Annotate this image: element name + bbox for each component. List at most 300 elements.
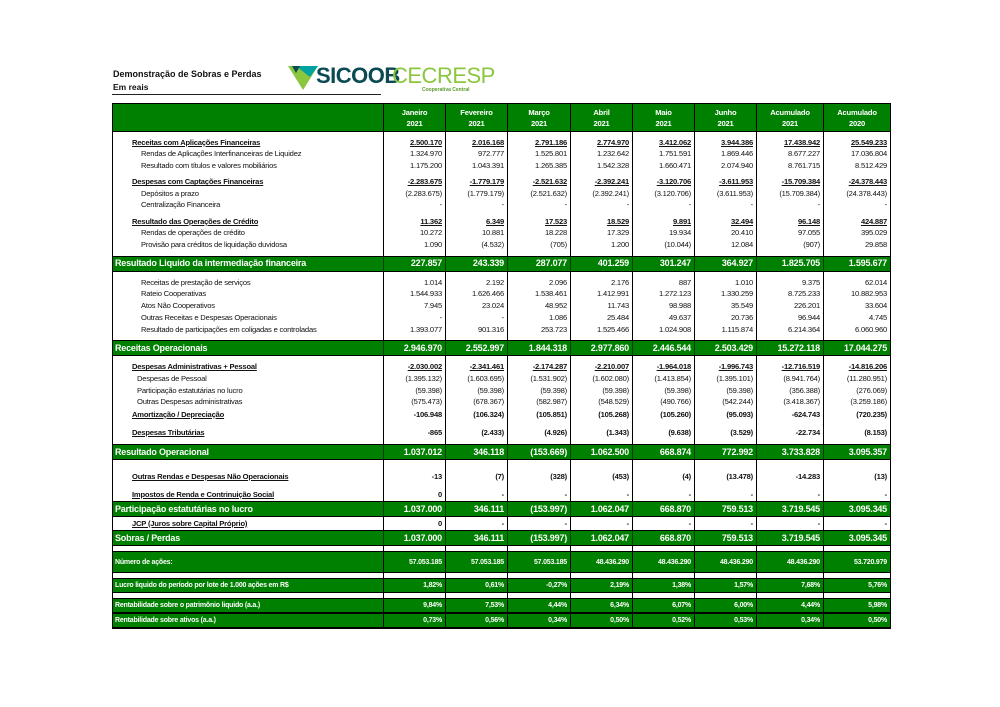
value-cell [694,614,756,627]
column-header [756,104,823,131]
value-cell [507,531,570,545]
value-cell [570,216,632,228]
row-label: Receitas com Aplicações Financeiras [132,137,261,147]
value-cell [570,277,632,289]
value-cell [632,324,694,336]
row-label: Depósitos a prazo [141,188,199,198]
value-cell [507,149,570,161]
cell-value: 1.825.705 [781,258,820,268]
cell-value: 346.118 [473,446,504,457]
cell-value: (1.602.080) [592,374,629,384]
cell-value: 3.944.386 [721,137,753,147]
value-cell [756,546,823,551]
table-row [113,324,890,336]
value-cell [445,200,507,212]
total-row [113,340,890,356]
row-label: Receitas Operacionais [115,342,208,353]
value-cell [570,445,632,459]
value-cell [383,200,445,212]
cell-value: 2.096 [548,277,567,287]
value-cell [823,137,890,149]
value-cell [823,300,890,312]
cell-value: -2.283.675 [407,177,442,187]
value-cell [445,335,507,340]
cell-value: 1,82% [423,582,442,590]
value-cell [632,445,694,459]
value-cell [570,324,632,336]
cell-value: 1.525.801 [535,149,567,159]
value-cell [445,439,507,444]
cell-value: 0,53% [734,617,753,625]
value-cell [694,373,756,385]
column-header [632,104,694,131]
value-cell [694,324,756,336]
value-cell [632,137,694,149]
cell-value: 20.410 [730,228,753,238]
value-cell [756,502,823,516]
value-cell [570,396,632,408]
cell-value: (3.418.367) [783,397,820,407]
value-cell [823,426,890,439]
cell-value: 35.549 [730,301,753,311]
value-cell [632,335,694,340]
value-cell [823,257,890,271]
value-cell [823,579,890,592]
cell-value: (3.611.953) [716,188,753,198]
row-label: Rendas de operações de crédito [141,228,245,238]
cell-value: - [688,200,691,210]
column-month: Abril [593,107,610,117]
cell-value: (678.367) [473,397,504,407]
cell-value: 0 [437,489,442,499]
cell-value: (4.532) [481,239,504,249]
value-cell [756,470,823,483]
cell-value: 10.882.953 [850,289,887,299]
value-cell [507,488,570,501]
cell-value: (1.343) [606,427,629,437]
value-cell [445,470,507,483]
cell-value: 1.751.591 [659,149,691,159]
value-cell [507,502,570,516]
cell-value: 49.637 [668,312,691,322]
cell-value: - [750,518,753,528]
row-label [113,251,383,256]
cell-value: 6.214.364 [788,324,820,334]
cell-value: 1.660.471 [659,160,691,170]
value-cell [632,470,694,483]
value-cell [507,614,570,627]
cell-value: -865 [427,427,442,437]
cell-value: 1.115.874 [721,324,753,334]
value-cell [823,488,890,501]
table-row [113,517,890,530]
spacer-row [113,335,890,340]
value-cell [507,188,570,200]
cell-value: 668.874 [659,446,691,457]
value-cell [570,488,632,501]
value-cell [823,341,890,355]
row-label [113,573,383,578]
value-cell [570,517,632,530]
value-cell [445,312,507,324]
cell-value: -0,27% [546,582,567,590]
cell-value: (2.521.632) [530,188,567,198]
value-cell [756,177,823,189]
cell-value: 668.870 [659,503,691,514]
column-year: 2021 [530,118,548,128]
cell-value: 901.316 [477,324,504,334]
value-cell [694,200,756,212]
value-cell [632,149,694,161]
cell-value: -14.816.206 [848,362,887,372]
value-cell [445,257,507,271]
cell-value: - [817,518,820,528]
cell-value: 9,84% [423,602,442,610]
cell-value: 2.446.544 [652,342,691,353]
cell-value: 9.891 [672,216,691,226]
cell-value: 1.525.466 [597,324,629,334]
logo-triangle-icon [288,64,318,92]
cell-value: 1.265.385 [535,160,567,170]
cell-value: 48.436.290 [657,558,691,566]
header-label-cell [113,104,383,131]
cell-value: (4) [682,471,691,481]
value-cell [507,546,570,551]
value-cell [445,546,507,551]
cell-value: 0,56% [485,617,504,625]
value-cell [823,573,890,578]
cell-value: 3.733.828 [781,446,820,457]
cell-value: (356.388) [789,385,820,395]
cell-value: - [439,312,442,322]
cell-value: -1.779.179 [469,177,504,187]
column-month: Acumulado [770,107,810,117]
value-cell [823,396,890,408]
cell-value: 1.272.123 [659,289,691,299]
value-cell [823,546,890,551]
value-cell [756,396,823,408]
value-cell [632,439,694,444]
value-cell [823,470,890,483]
cell-value: 1.393.077 [410,324,442,334]
value-cell [570,599,632,612]
cell-value: 1.412.991 [597,289,629,299]
value-cell [570,502,632,516]
cell-value: 48.952 [544,301,567,311]
logo-brand-light: CECRESP [392,63,495,88]
cell-value: (1.531.902) [530,374,567,384]
cell-value: 1.037.012 [403,446,442,457]
cell-value: 8.677.227 [788,149,820,159]
value-cell [383,385,445,397]
value-cell [445,277,507,289]
value-cell [632,200,694,212]
cell-value: 1.010 [734,277,753,287]
cell-value: 2.946.970 [403,342,442,353]
cell-value: 759.513 [721,532,753,543]
cell-value: 17.044.275 [843,342,887,353]
cell-value: 57.053.185 [470,558,504,566]
value-cell [383,426,445,439]
value-cell [445,373,507,385]
cell-value: 17.523 [544,216,567,226]
value-cell [694,228,756,240]
row-label: Rateio Cooperativas [141,289,207,299]
cell-value: 6,00% [734,602,753,610]
cell-value: 1.062.047 [590,503,629,514]
value-cell [823,324,890,336]
value-cell [694,426,756,439]
cell-value: (8.941.764) [783,374,820,384]
value-cell [507,216,570,228]
cell-value: 11.362 [420,216,442,226]
row-label [113,593,383,598]
cell-value: -1.964.018 [656,362,691,372]
value-cell [507,137,570,149]
cell-value: (1.395.101) [716,374,753,384]
cell-value: 6.060.960 [855,324,887,334]
table-row [113,200,890,212]
value-cell [632,300,694,312]
value-cell [823,385,890,397]
value-cell [383,546,445,551]
value-cell [823,149,890,161]
cell-value: -14.283 [795,471,820,481]
row-label: Resultado de participações em coligadas e controladas [141,324,317,334]
value-cell [823,517,890,530]
cell-value: (10.044) [664,239,691,249]
total-row [113,598,890,613]
spacer-row [113,251,890,256]
value-cell [694,517,756,530]
table-row [113,177,890,189]
value-cell [383,579,445,592]
value-cell [570,335,632,340]
value-cell [756,257,823,271]
column-month: Fevereiro [460,107,493,117]
value-cell [570,593,632,598]
cell-value: 29.858 [864,239,887,249]
table-row [113,470,890,483]
column-year: 2021 [655,118,672,128]
cell-value: (105.260) [660,409,691,419]
value-cell [694,488,756,501]
value-cell [445,216,507,228]
value-cell [632,426,694,439]
cell-value: 3.412.062 [659,137,691,147]
value-cell [383,160,445,172]
table-row [113,216,890,228]
cell-value: 3.719.545 [781,503,820,514]
cell-value: - [750,200,753,210]
cell-value: (105.268) [598,409,629,419]
value-cell [823,239,890,251]
cell-value: 11.743 [607,301,629,311]
cell-value: 1.024.908 [659,324,691,334]
cell-value: (153.997) [530,532,567,543]
cell-value: 8.512.429 [855,160,887,170]
cell-value: 2.176 [610,277,629,287]
value-cell [694,531,756,545]
column-year: 2021 [406,118,423,128]
cell-value: - [817,489,820,499]
value-cell [507,277,570,289]
cell-value: (1.779.179) [467,188,504,198]
value-cell [445,579,507,592]
value-cell [756,300,823,312]
value-cell [694,288,756,300]
value-cell [694,573,756,578]
cell-value: 96.148 [797,216,820,226]
value-cell [383,324,445,336]
value-cell [383,373,445,385]
value-cell [694,277,756,289]
cell-value: 97.055 [797,228,820,238]
value-cell [507,341,570,355]
cell-value: 6,07% [672,602,691,610]
cell-value: 2.977.860 [590,342,629,353]
column-header [445,104,507,131]
cell-value: (7) [495,471,504,481]
cell-value: -2.341.461 [469,362,504,372]
cell-value: 5,98% [868,602,887,610]
cell-value: 424.887 [860,216,887,226]
value-cell [570,177,632,189]
table-row [113,160,890,172]
value-cell [445,531,507,545]
value-cell [756,288,823,300]
value-cell [445,324,507,336]
value-cell [383,188,445,200]
cell-value: - [884,489,887,499]
value-cell [570,188,632,200]
cell-value: 62.014 [864,277,887,287]
value-cell [383,361,445,373]
row-label: Receitas de prestação de serviços [141,277,251,287]
currency-unit: Em reais [113,82,149,92]
row-label: Rentabilidade sobre o patrimônio liquido (a.a.) [115,602,261,610]
value-cell [445,300,507,312]
value-cell [383,470,445,483]
cell-value: 346.111 [473,532,504,543]
cell-value: -12.716.519 [781,362,820,372]
value-cell [570,312,632,324]
value-cell [823,228,890,240]
cell-value: -2.521.632 [532,177,567,187]
value-cell [507,160,570,172]
value-cell [383,300,445,312]
column-year: 2021 [468,118,485,128]
cell-value: 2.500.170 [410,137,442,147]
value-cell [756,531,823,545]
cell-value: (1.413.854) [654,374,691,384]
value-cell [632,517,694,530]
value-cell [823,599,890,612]
cell-value: 0,50% [868,617,887,625]
cell-value: 1.538.461 [535,289,567,299]
table-row [113,188,890,200]
value-cell [570,251,632,256]
cell-value: (8.153) [864,427,887,437]
table-row [113,408,890,421]
value-cell [823,277,890,289]
value-cell [570,439,632,444]
value-cell [632,385,694,397]
column-year: 2021 [781,118,799,128]
value-cell [383,149,445,161]
value-cell [507,408,570,421]
cell-value: 0,61% [485,582,504,590]
value-cell [694,160,756,172]
cell-value: 772.992 [721,446,753,457]
cell-value: 0,34% [801,617,820,625]
cell-value: (542.244) [722,397,753,407]
cell-value: 401.259 [597,258,629,268]
value-cell [632,552,694,572]
cell-value: -15.709.384 [781,177,820,187]
value-cell [756,188,823,200]
value-cell [632,546,694,551]
cell-value: 57.053.185 [533,558,567,566]
value-cell [445,488,507,501]
cell-value: 4.745 [868,312,887,322]
cell-value: 0,50% [610,617,629,625]
cell-value: 98.988 [668,301,691,311]
cell-value: 243.339 [472,258,504,268]
value-cell [507,228,570,240]
cell-value: 287.077 [535,258,567,268]
value-cell [445,426,507,439]
value-cell [756,228,823,240]
column-year: 2021 [717,118,734,128]
cell-value: 1.232.642 [597,149,629,159]
table-row [113,288,890,300]
value-cell [632,531,694,545]
row-label: Centralização Financeira [141,200,221,210]
column-month: Acumulado [837,107,877,117]
value-cell [445,552,507,572]
value-cell [632,573,694,578]
table-row [113,396,890,408]
cell-value: - [501,200,504,210]
value-cell [383,137,445,149]
value-cell [694,599,756,612]
value-cell [445,137,507,149]
value-cell [445,239,507,251]
value-cell [507,439,570,444]
value-cell [445,228,507,240]
cell-value: 301.247 [659,258,691,268]
value-cell [507,257,570,271]
value-cell [507,335,570,340]
cell-value: 0,34% [548,617,567,625]
cell-value: 8.725.233 [788,289,820,299]
row-label: Despesas de Pessoal [137,374,207,384]
cell-value: 2.774.970 [597,137,629,147]
value-cell [823,200,890,212]
value-cell [570,137,632,149]
row-label: Atos Não Cooperativos [141,301,215,311]
value-cell [756,137,823,149]
cell-value: 364.927 [721,258,753,268]
value-cell [507,593,570,598]
value-cell [756,573,823,578]
value-cell [507,324,570,336]
row-label: Participação estatutárias no lucro [137,385,243,395]
value-cell [823,531,890,545]
value-cell [756,312,823,324]
cell-value: 48.436.290 [595,558,629,566]
